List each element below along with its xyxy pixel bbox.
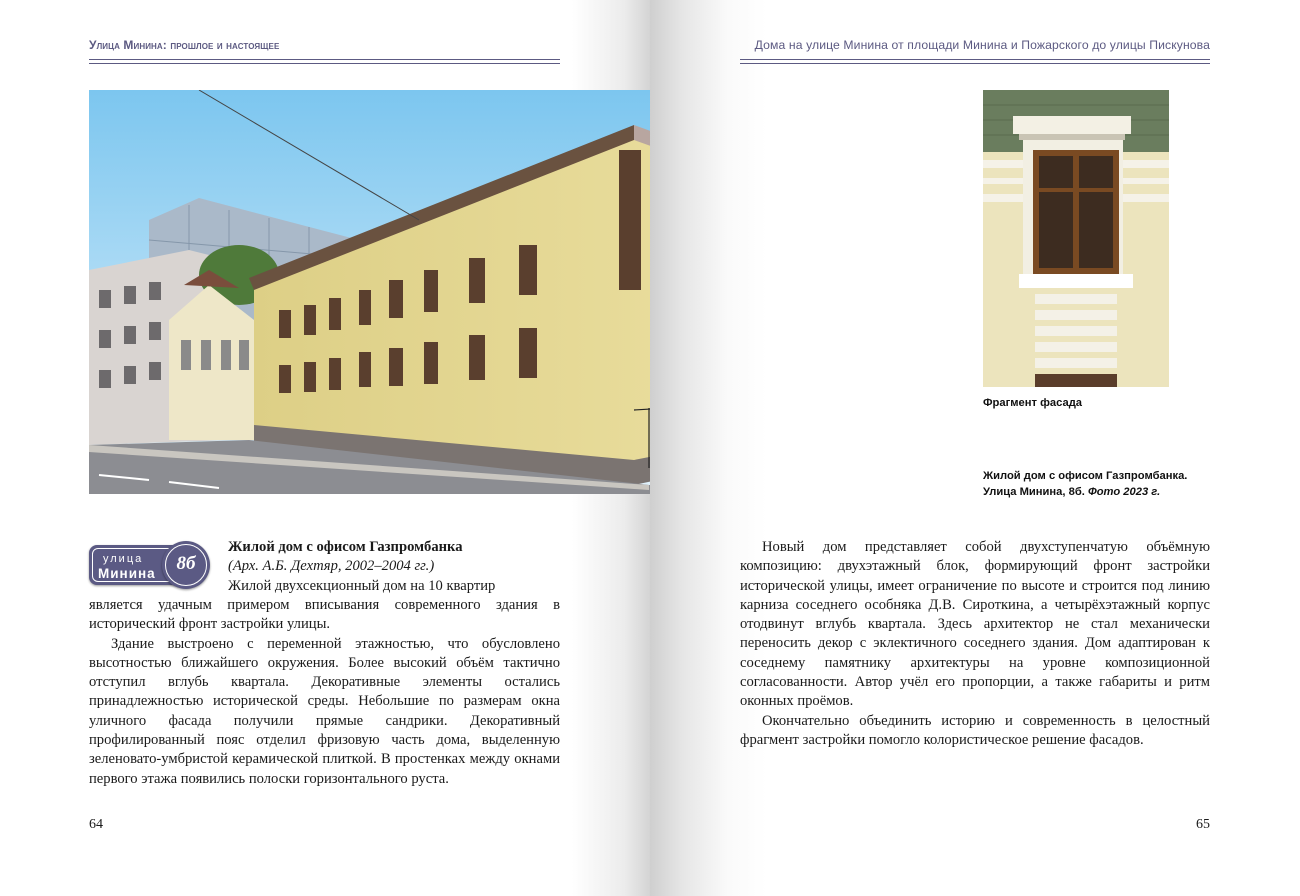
caption-line1: Жилой дом с офисом Газпромбанка. (983, 470, 1188, 482)
header-rule-right-thin (740, 63, 1210, 64)
right-body-text (740, 538, 1210, 750)
left-body-text (89, 596, 560, 789)
facade-fragment-photo (983, 90, 1169, 387)
street-sign-badge (89, 541, 211, 589)
header-rule-left (89, 59, 560, 60)
running-head-left: Улица Минина: прошлое и настоящее (89, 38, 280, 52)
fragment-caption: Фрагмент фасада (983, 397, 1083, 409)
heading-subtitle: (Арх. А.Б. Дехтяр, 2002–2004 гг.) (228, 558, 435, 575)
house-number: 8б (176, 553, 196, 574)
article-heading (228, 538, 563, 596)
page-number-right: 65 (1196, 817, 1210, 832)
right-body-paragraph1: Новый дом представляет собой двухступенчатую объёмную композицию: двухэтажный блок, формирующий фронт застройки исторической улицы, имеет ограничение по высоте и строится под линию карниза соседнего особняка Д.В. Сироткина, а четырёхэтажный корпус отодвинут вглубь квартала. Здесь архитектор не стал механически переносить декор с эклектичного соседнего здания. Дом адаптирован к соседнему памятнику архитектуры на уровне композиционной согласованности. Автор учёл его пропорции, а также габариты и ритм оконных проёмов. (740, 539, 1210, 710)
right-page (650, 0, 1300, 896)
header-rule-right (740, 59, 1210, 60)
header-rule-left-thin (89, 63, 560, 64)
running-head-right: Дома на улице Минина от площади Минина и Пожарского до улицы Пискунова (754, 38, 1210, 52)
street-sign-circle (162, 541, 210, 589)
heading-title: Жилой дом с офисом Газпромбанка (228, 539, 463, 555)
caption-line2: Улица Минина, 8б. (983, 486, 1085, 498)
body-continuation: является удачным примером вписывания современного здания в исторический фронт застройки улицы. (89, 597, 560, 633)
caption-photo-year: Фото 2023 г. (1087, 486, 1161, 498)
main-photo-caption (983, 468, 1213, 500)
body-paragraph: Здание выстроено с переменной этажностью, что обусловлено высотностью ближайшего окружения. Более высокий объём тактично отступил вглубь квартала. Декоративные элементы остались принадлежностью исторической среды. Небольшие по размерам окна уличного фасада получили прямые сандрики. Декоративный профилированный пояс отделил фризовую часть дома, выделенную зеленовато-умбристой керамической плиткой. В простенках между окнами первого этажа появились полоски горизонтального руста. (89, 635, 560, 787)
intro-line: Жилой двухсекционный дом на 10 квартир (228, 577, 496, 594)
street-sign-name: Минина (98, 566, 156, 581)
right-body-paragraph2: Окончательно объединить историю и современность в целостный фрагмент застройки помогло колористическое решение фасадов. (740, 712, 1210, 748)
street-sign-word: улица (103, 553, 144, 565)
facade-fragment-illustration (983, 90, 1169, 387)
page-number-left: 64 (89, 817, 103, 832)
